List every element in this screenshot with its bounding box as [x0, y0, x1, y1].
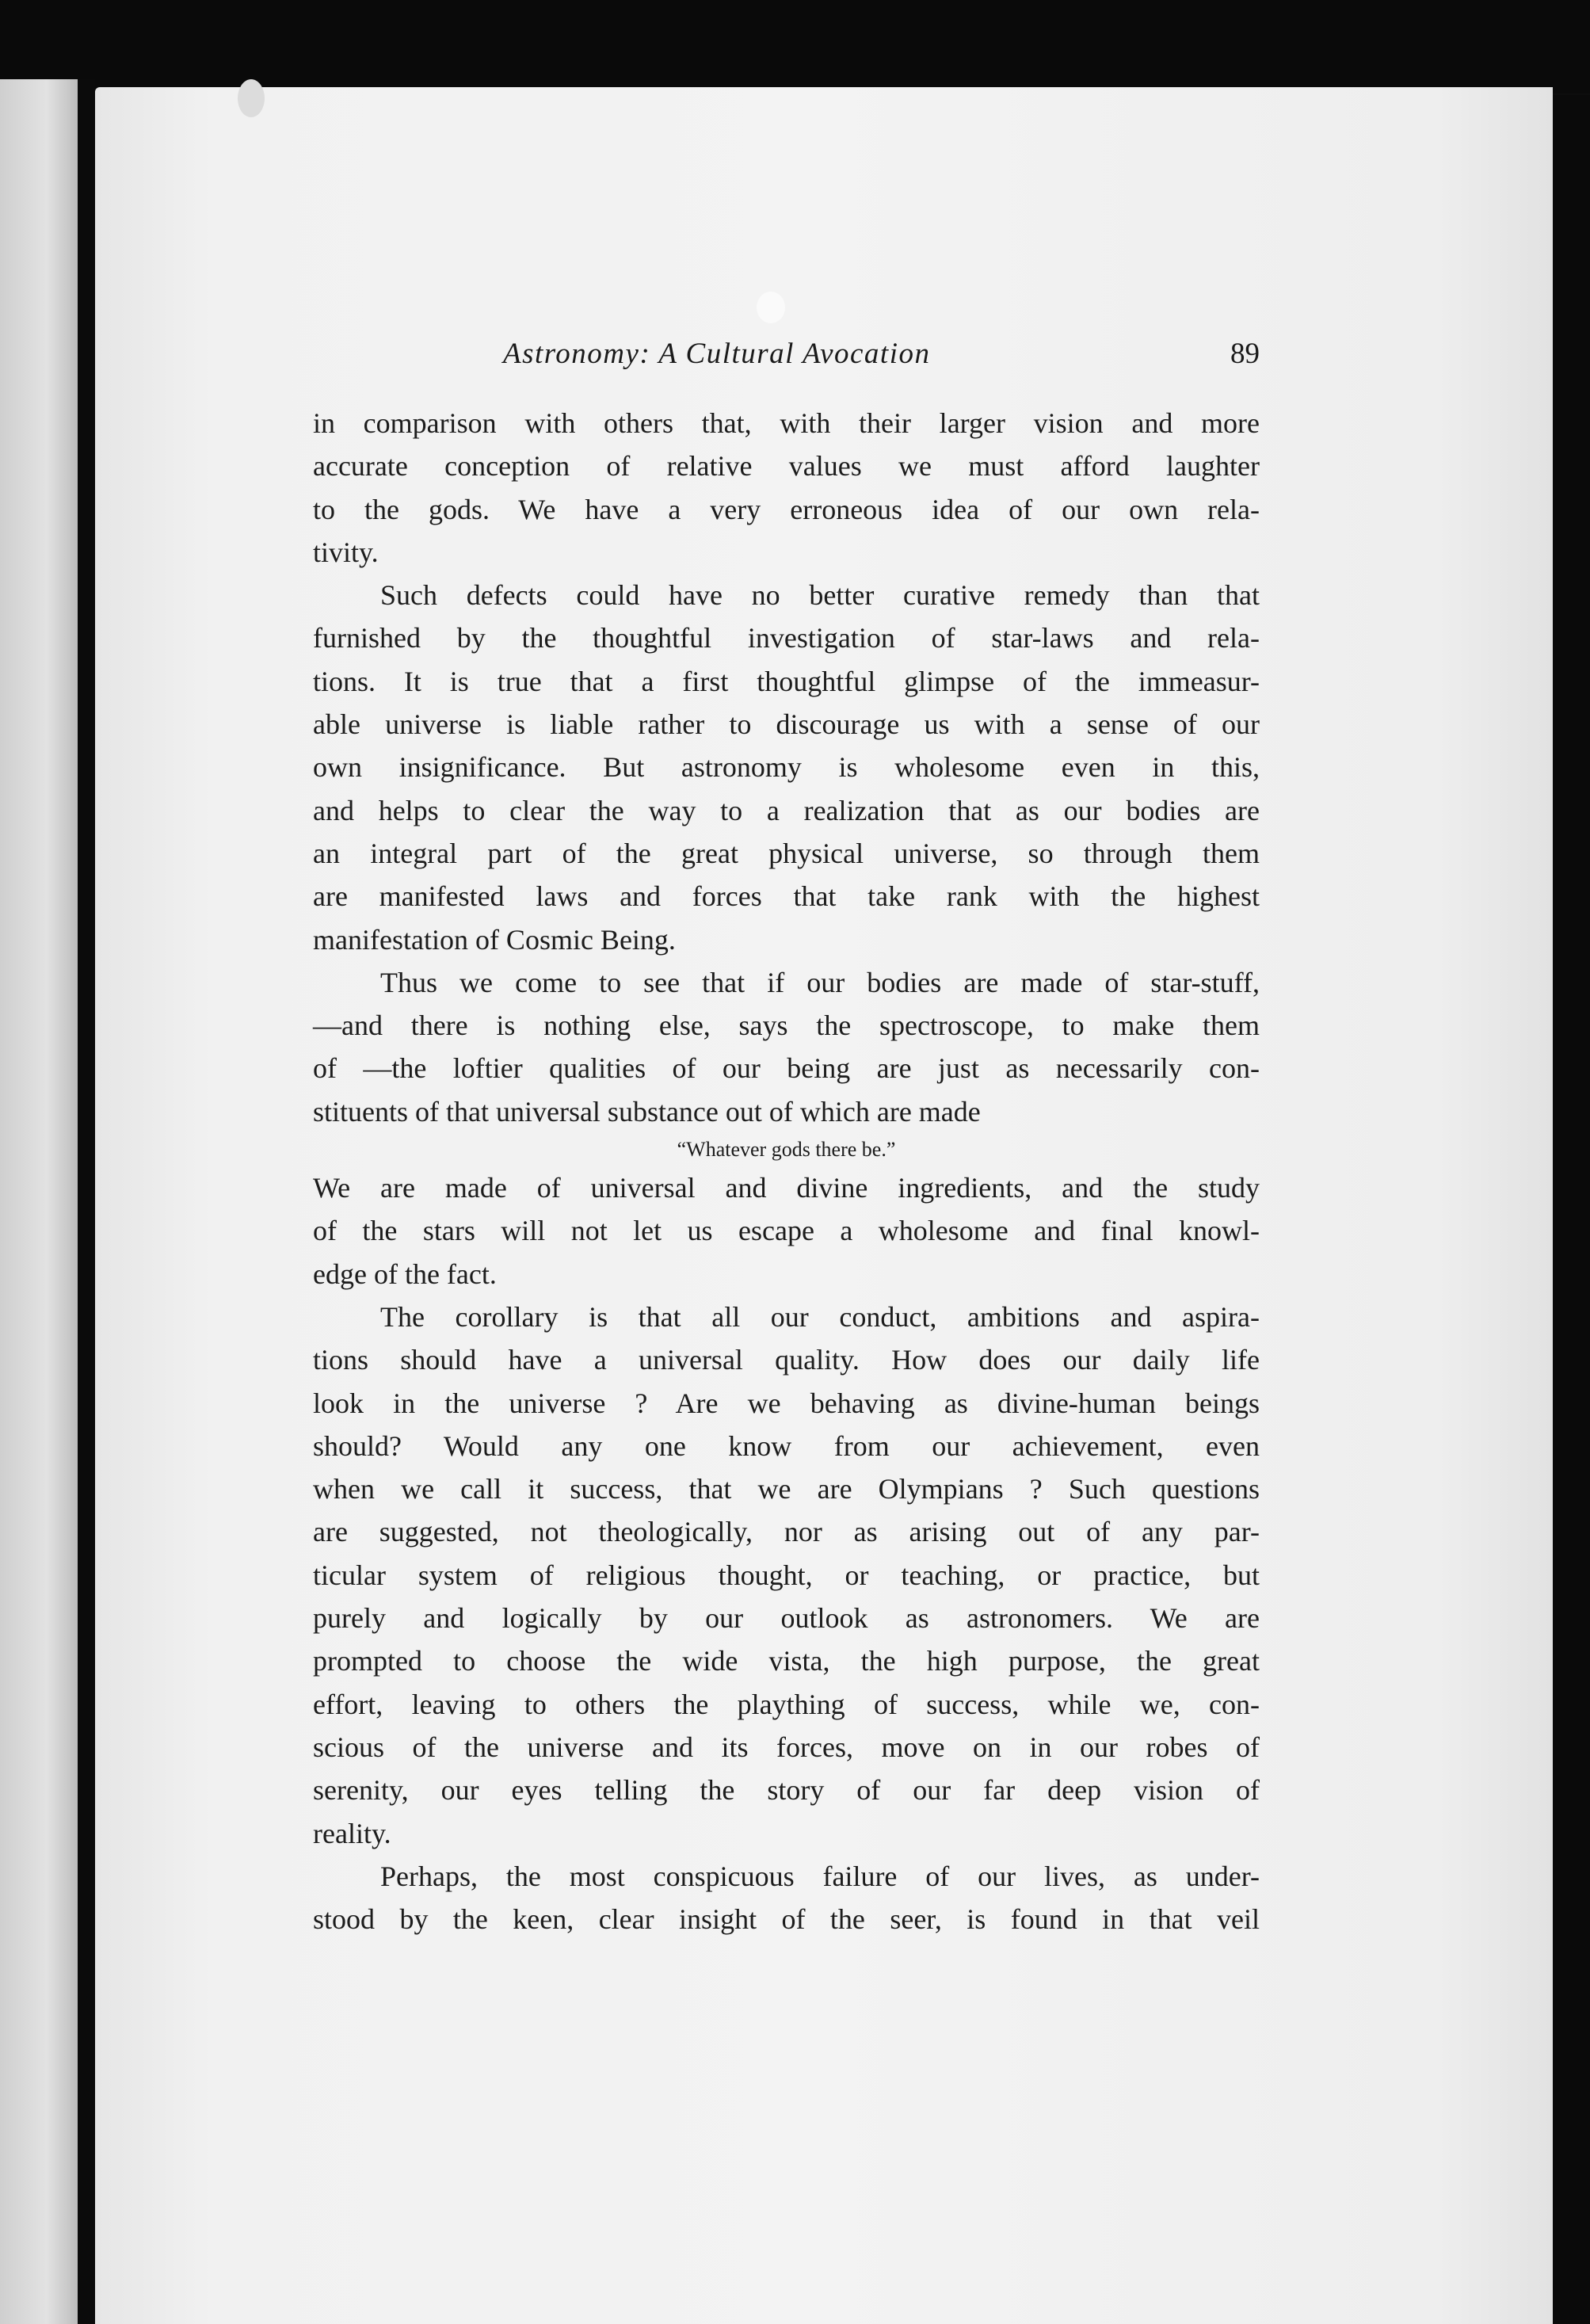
previous-page-edge — [0, 79, 78, 2324]
paragraph — [313, 961, 1260, 1133]
text-line: scious of the universe and its forces, move on in our robes of — [313, 1731, 1260, 1763]
text-line: are suggested, not theologically, nor as arising out of any par- — [313, 1516, 1260, 1548]
text-line: The corollary is that all our conduct, ambitions and aspira- — [380, 1300, 1260, 1333]
text-line: of —the loftier qualities of our being are just as necessarily con- — [313, 1052, 1260, 1085]
paragraph — [313, 1855, 1260, 1941]
text-line: stituents of that universal substance out of which are made — [313, 1095, 981, 1128]
text-line: ticular system of religious thought, or teaching, or practice, but — [313, 1559, 1260, 1591]
text-line: of the stars will not let us escape a wholesome and final knowl- — [313, 1215, 1260, 1247]
paragraph — [313, 574, 1260, 961]
running-head — [313, 337, 1260, 384]
text-line: —and there is nothing else, says the spectroscope, to make them — [313, 1009, 1260, 1042]
text-line: Perhaps, the most conspicuous failure of our lives, as under- — [380, 1860, 1260, 1892]
text-line: to the gods. We have a very erroneous idea of our own rela- — [313, 493, 1260, 525]
text-line: an integral part of the great physical universe, so through them — [313, 837, 1260, 869]
text-line: edge of the fact. — [313, 1257, 497, 1290]
text-line: manifestation of Cosmic Being. — [313, 923, 676, 956]
text-line: are manifested laws and forces that take rank with the highest — [313, 880, 1260, 913]
text-line: serenity, our eyes telling the story of our far deep vision of — [313, 1774, 1260, 1807]
text-line: and helps to clear the way to a realization that as our bodies are — [313, 794, 1260, 826]
scan-right-border — [1553, 95, 1590, 2324]
text-line: accurate conception of relative values we must afford laughter — [313, 450, 1260, 483]
text-line: tivity. — [313, 536, 379, 568]
page-gutter-shadow — [78, 79, 95, 2324]
text-line: stood by the keen, clear insight of the seer, is found in that veil — [313, 1903, 1260, 1936]
text-line: tions should have a universal quality. How does our daily life — [313, 1344, 1260, 1376]
scan-top-border — [0, 0, 1590, 93]
body-text — [313, 402, 1260, 1940]
running-title: Astronomy: A Cultural Avocation — [503, 338, 931, 370]
text-line: purely and logically by our outlook as astronomers. We are — [313, 1602, 1260, 1635]
text-line: Thus we come to see that if our bodies are made of star-stuff, — [380, 966, 1260, 998]
paragraph — [313, 1166, 1260, 1296]
text-line: Such defects could have no better curative remedy than that — [380, 579, 1260, 612]
text-line: in comparison with others that, with their larger vision and more — [313, 407, 1260, 439]
text-line: tions. It is true that a first thoughtful glimpse of the immeasur- — [313, 665, 1260, 697]
text-line: We are made of universal and divine ingredients, and the study — [313, 1172, 1260, 1204]
text-line: when we call it success, that we are Olympians ? Such questions — [313, 1473, 1260, 1505]
paragraph — [313, 402, 1260, 574]
block-quote: “Whatever gods there be.” — [677, 1138, 896, 1162]
text-line: prompted to choose the wide vista, the high purpose, the great — [313, 1645, 1260, 1677]
text-line: able universe is liable rather to discourage us with a sense of our — [313, 708, 1260, 741]
page-number: 89 — [1230, 338, 1260, 370]
text-line: furnished by the thoughtful investigation of star-laws and rela- — [313, 622, 1260, 654]
text-line: effort, leaving to others the plaything of success, while we, con- — [313, 1688, 1260, 1720]
scan-speck — [238, 79, 265, 117]
text-line: own insignificance. But astronomy is wholesome even in this, — [313, 751, 1260, 784]
paragraph — [313, 1296, 1260, 1855]
text-line: reality. — [313, 1817, 391, 1849]
text-line: look in the universe ? Are we behaving as divine-human beings — [313, 1387, 1260, 1419]
scan-speck — [757, 292, 785, 323]
text-line: should? Would any one know from our achievement, even — [313, 1429, 1260, 1462]
